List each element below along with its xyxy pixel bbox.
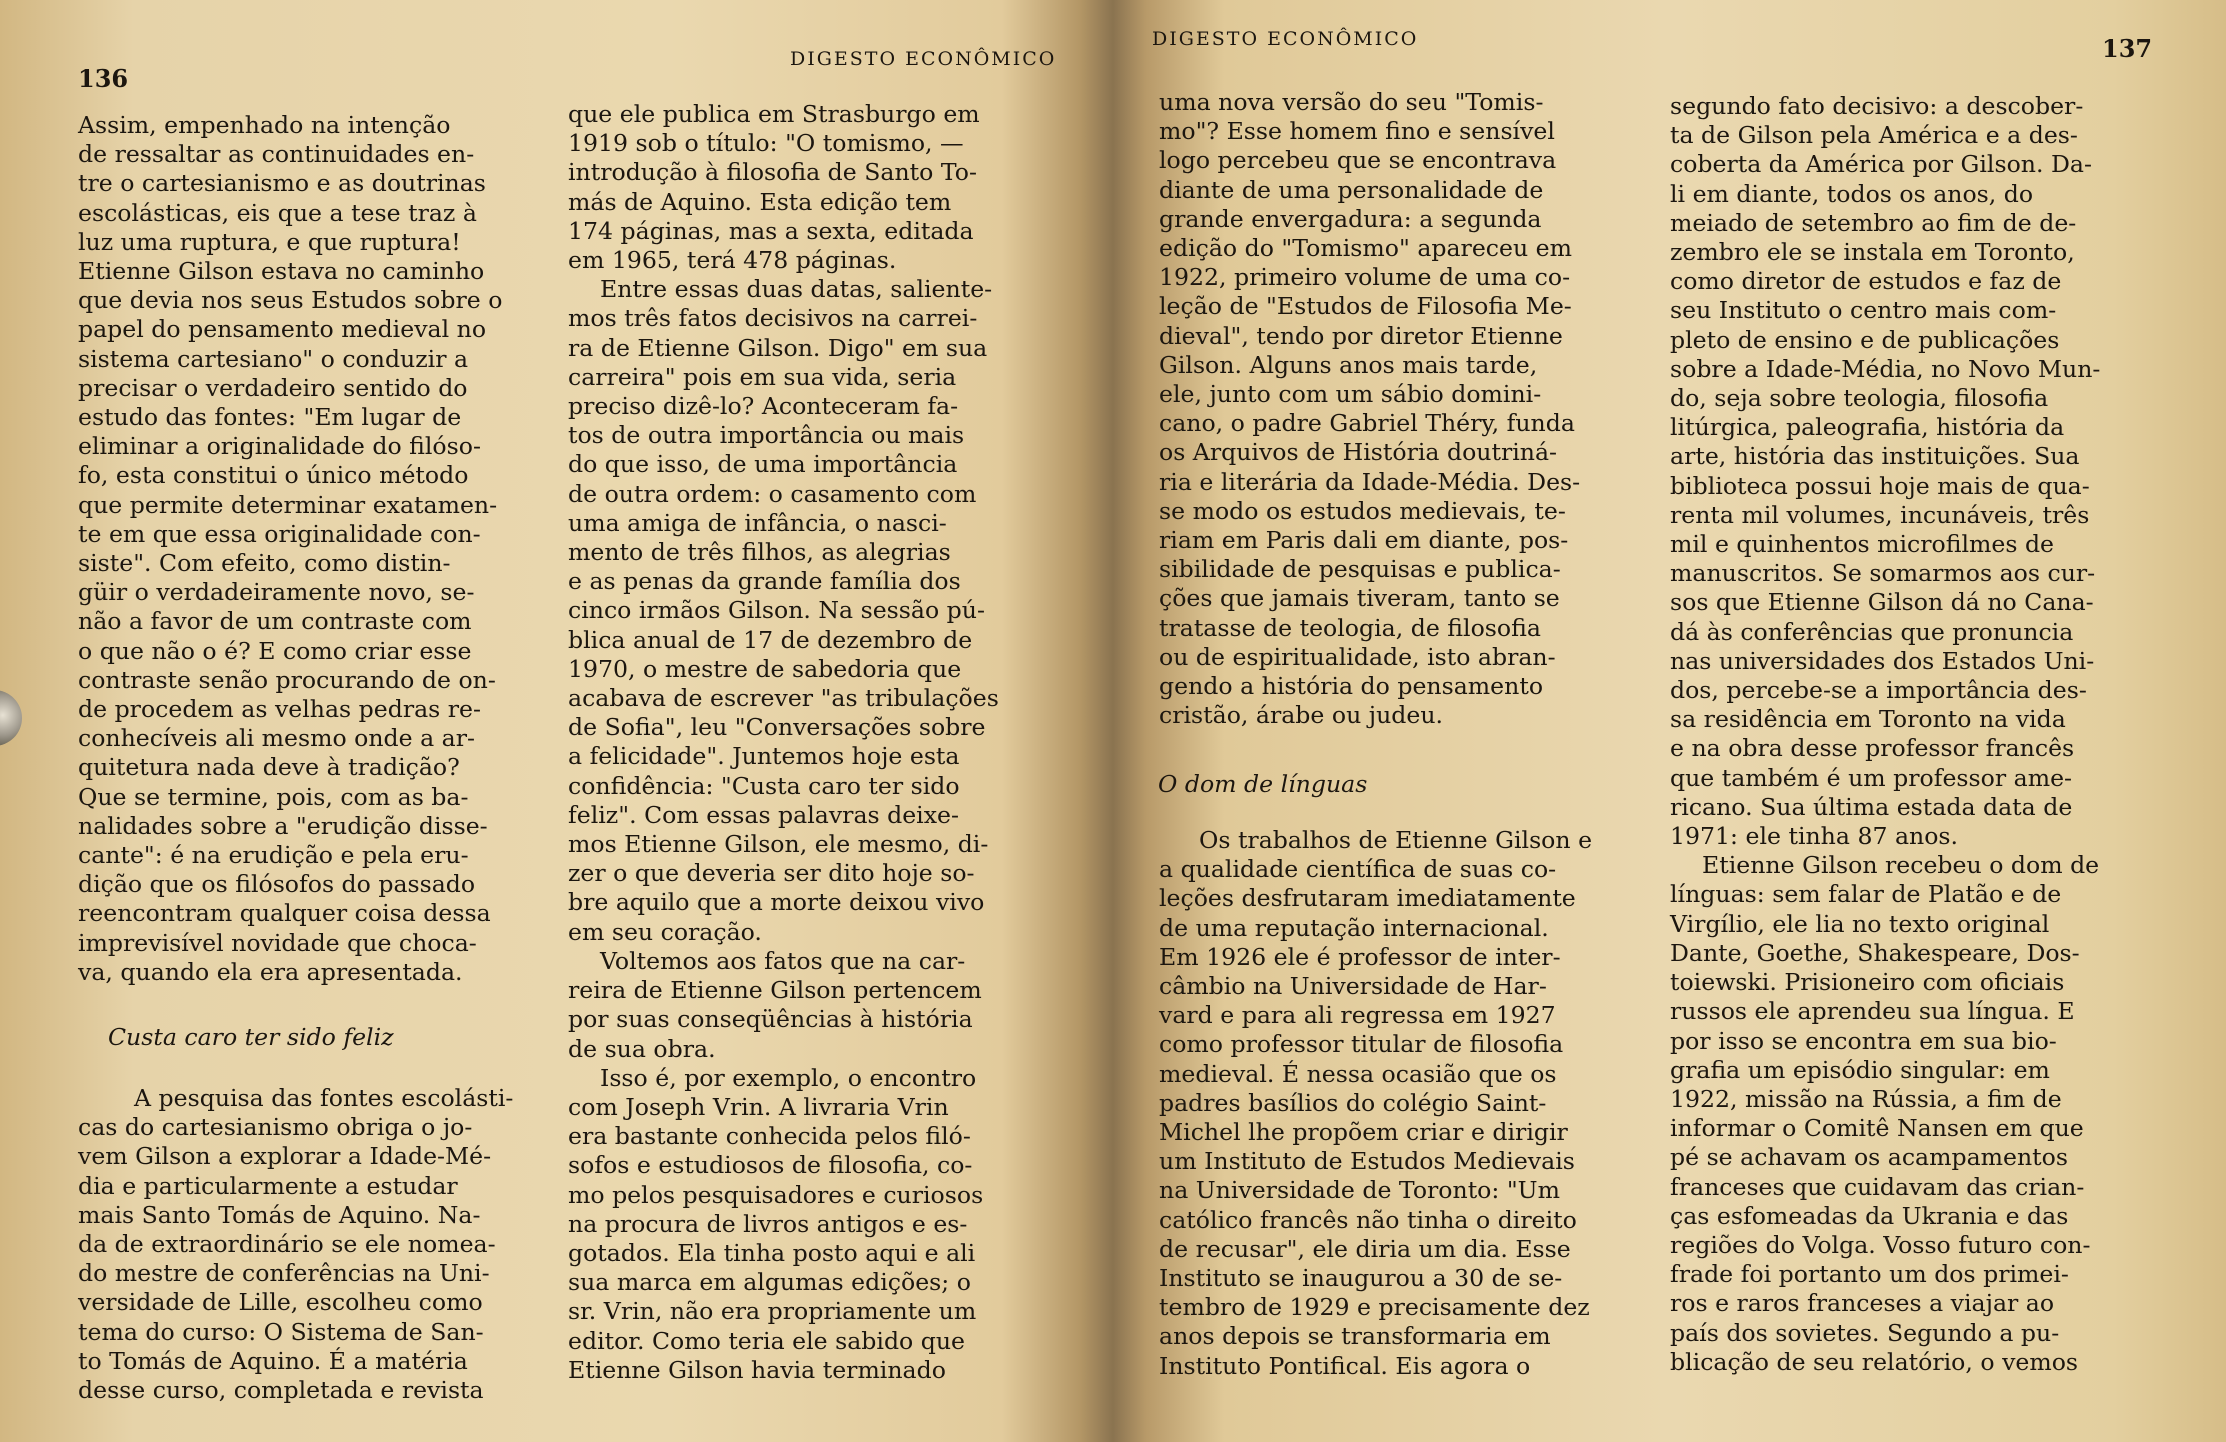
left-column-1	[78, 111, 538, 987]
section-heading: Custa caro ter sido feliz	[108, 1023, 394, 1051]
left-page	[0, 0, 1100, 1442]
binder-tab	[0, 690, 22, 746]
paragraph: Voltemos aos fatos que na car- reira de Etienne Gilson pertencem por suas conseqüências à história de sua obra.	[568, 946, 982, 1063]
running-head: DIGESTO ECONÔMICO	[790, 48, 1057, 70]
paragraph: Assim, empenhado na intenção de ressaltar as continuidades en- tre o cartesianismo e as doutrinas escolásticas, eis que a tese traz à luz uma ruptura, e que ruptura! Etienne Gilson estava no caminho que devia nos seus Estudos sobre o papel do pensamento medieval no sistema cartesiano" o conduzir a precisar o verdadeiro sentido do estudo das fontes: "Em lugar de eliminar a originalidade do filóso- fo, esta constitui o único método que permite determinar exatamen- te em que essa originalidade con- siste". Com efeito, como distin- güir o verdadeiramente novo, se- não a favor de um contraste com o que não o é? E como criar esse contraste senão procurando de on- de procedem as velhas pedras re- conhecíveis ali mesmo onde a ar- quitetura nada deve à tradição? Que se termine, pois, com as ba- nalidades sobre a "erudição disse- cante": é na erudição e pela eru- dição que os filósofos do passado reencontram qualquer coisa dessa imprevisível novidade que choca- va, quando ela era apresentada.	[78, 111, 503, 986]
running-head: DIGESTO ECONÔMICO	[1152, 28, 1419, 50]
paragraph: Etienne Gilson recebeu o dom de línguas: sem falar de Platão e de Virgílio, ele lia no texto original Dante, Goethe, Shakespeare, Dos- toiewski. Prisioneiro com oficiais russos ele aprendeu sua língua. E por isso se encontra em sua bio- grafia um episódio singular: em 1922, missão na Rússia, a fim de informar o Comitê Nansen em que pé se achavam os acampamentos franceses que cuidavam das crian- ças esfomeadas da Ukrania e das regiões do Volga. Vosso futuro con- frade foi portanto um dos primei- ros e raros franceses a viajar ao país dos sovietes. Segundo a pu- blicação de seu relatório, o vemos	[1670, 851, 2100, 1376]
right-column-1-continued	[1159, 826, 1647, 1381]
paragraph: A pesquisa das fontes escolásti- cas do cartesianismo obriga o jo- vem Gilson a explorar a Idade-Mé- dia e particularmente a estudar mais Santo Tomás de Aquino. Na- da de extraordinário se ele nomea- do mestre de conferências na Uni- versidade de Lille, escolheu como tema do curso: O Sistema de San- to Tomás de Aquino. É a matéria desse curso, completada e revista	[78, 1084, 514, 1405]
paragraph: que ele publica em Strasburgo em 1919 sob o título: "O tomismo, — introdução à filosofia de Santo To- más de Aquino. Esta edição tem 174 páginas, mas a sexta, editada em 1965, terá 478 páginas.	[568, 100, 980, 275]
section-heading: O dom de línguas	[1158, 770, 1368, 798]
paragraph: segundo fato decisivo: a descober- ta de Gilson pela América e a des- coberta da América por Gilson. Da- li em diante, todos os anos, do meiado de setembro ao fim de de- zembro ele se instala em Toronto, como diretor de estudos e faz de seu Instituto o centro mais com- pleto de ensino e de publicações sobre a Idade-Média, no Novo Mun- do, seja sobre teologia, filosofia litúrgica, paleografia, história da arte, história das instituições. Sua biblioteca possui hoje mais de qua- renta mil volumes, incunáveis, três mil e quinhentos microfilmes de manuscritos. Se somarmos aos cur- sos que Etienne Gilson dá no Cana- dá às conferências que pronuncia nas universidades dos Estados Uni- dos, percebe-se a importância des- sa residência em Toronto na vida e na obra desse professor francês que também é um professor ame- ricano. Sua última estada data de 1971: ele tinha 87 anos.	[1670, 92, 2101, 851]
paragraph: Entre essas duas datas, saliente- mos três fatos decisivos na carrei- ra de Etienne Gilson. Digo" em sua carreira" pois em sua vida, seria preciso dizê-lo? Aconteceram fa- tos de outra importância ou mais do que isso, de uma importância de outra ordem: o casamento com uma amiga de infância, o nasci- mento de três filhos, as alegrias e as penas da grande família dos cinco irmãos Gilson. Na sessão pú- blica anual de 17 de dezembro de 1970, o mestre de sabedoria que acabava de escrever "as tribulações de Sofia", leu "Conversações sobre a felicidade". Juntemos hoje esta confidência: "Custa caro ter sido feliz". Com essas palavras deixe- mos Etienne Gilson, ele mesmo, di- zer o que deveria ser dito hoje so- bre aquilo que a morte deixou vivo em seu coração.	[568, 275, 999, 946]
paragraph: Os trabalhos de Etienne Gilson e a qualidade científica de suas co- leções desfrutaram imediatamente de uma reputação internacional. Em 1926 ele é professor de inter- câmbio na Universidade de Har- vard e para ali regressa em 1927 como professor titular de filosofia medieval. É nessa ocasião que os padres basílios do colégio Saint- Michel lhe propõem criar e dirigir um Instituto de Estudos Medievais na Universidade de Toronto: "Um católico francês não tinha o direito de recusar", ele diria um dia. Esse Instituto se inaugurou a 30 de se- tembro de 1929 e precisamente dez anos depois se transformaria em Instituto Pontifical. Eis agora o	[1159, 826, 1593, 1380]
right-column-1	[1159, 88, 1647, 730]
right-page	[1112, 0, 2226, 1442]
left-column-1-continued	[78, 1084, 538, 1405]
right-column-2	[1670, 92, 2150, 1377]
page-number: 137	[2102, 34, 2153, 63]
page-number: 136	[78, 64, 129, 93]
paragraph: Isso é, por exemplo, o encontro com Joseph Vrin. A livraria Vrin era bastante conhecida pelos filó- sofos e estudiosos de filosofia, co- mo pelos pesquisadores e curiosos na procura de livros antigos e es- gotados. Ela tinha posto aqui e ali sua marca em algumas edições; o sr. Vrin, não era propriamente um editor. Como teria ele sabido que Etienne Gilson havia terminado	[568, 1063, 984, 1384]
paragraph: uma nova versão do seu "Tomis- mo"? Esse homem fino e sensível logo percebeu que se encontrava diante de uma personalidade de grande envergadura: a segunda edição do "Tomismo" apareceu em 1922, primeiro volume de uma co- leção de "Estudos de Filosofia Me- dieval", tendo por diretor Etienne Gilson. Alguns anos mais tarde, ele, junto com um sábio domini- cano, o padre Gabriel Théry, funda os Arquivos de História doutriná- ria e literária da Idade-Média. Des- se modo os estudos medievais, te- riam em Paris dali em diante, pos- sibilidade de pesquisas e publica- ções que jamais tiveram, tanto se tratasse de teologia, de filosofia ou de espiritualidade, isto abran- gendo a história do pensamento cristão, árabe ou judeu.	[1159, 88, 1581, 730]
left-column-2	[568, 100, 1070, 1385]
